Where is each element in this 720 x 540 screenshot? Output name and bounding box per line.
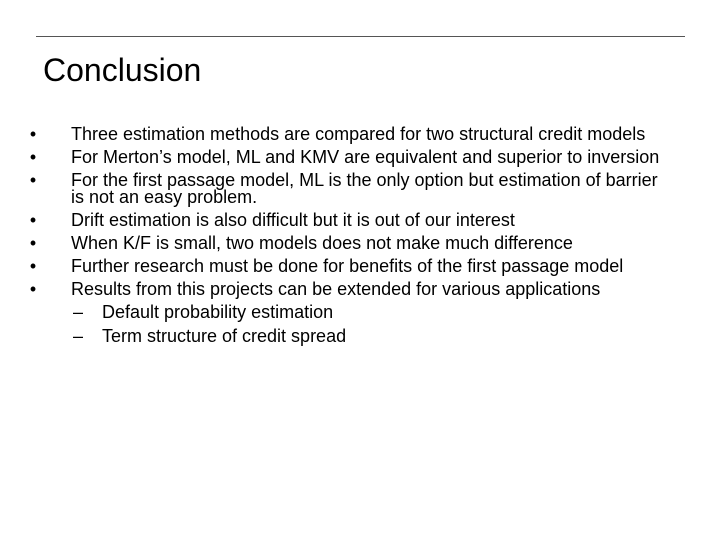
bullet-text: Drift estimation is also difficult but it is out of our interest xyxy=(71,210,515,230)
bullet-text: For Merton’s model, ML and KMV are equivalent and superior to inversion xyxy=(71,147,660,167)
list-item xyxy=(27,149,667,166)
list-item xyxy=(27,172,667,206)
slide-title: Conclusion xyxy=(43,52,202,88)
bullet-icon: • xyxy=(29,256,37,276)
sub-bullet-list xyxy=(71,304,667,345)
dash-icon: – xyxy=(73,326,84,346)
dash-icon: – xyxy=(73,302,84,322)
list-item xyxy=(27,281,667,345)
bullet-icon: • xyxy=(29,170,37,190)
bullet-list xyxy=(27,126,667,352)
list-item xyxy=(27,126,667,143)
bullet-text: Three estimation methods are compared for two structural credit models xyxy=(71,124,646,144)
sub-bullet-text: Term structure of credit spread xyxy=(102,326,347,346)
sub-list-item xyxy=(71,304,667,321)
list-item xyxy=(27,258,667,275)
bullet-text: Results from this projects can be extended for various applications xyxy=(71,279,601,299)
sub-list-item xyxy=(71,328,667,345)
bullet-icon: • xyxy=(29,233,37,253)
sub-bullet-text: Default probability estimation xyxy=(102,302,334,322)
list-item xyxy=(27,235,667,252)
bullet-icon: • xyxy=(29,210,37,230)
bullet-icon: • xyxy=(29,147,37,167)
bullet-text: When K/F is small, two models does not make much difference xyxy=(71,233,573,253)
bullet-text: For the first passage model, ML is the only option but estimation of barrier is not an easy problem. xyxy=(71,170,658,207)
bullet-icon: • xyxy=(29,124,37,144)
bullet-text: Further research must be done for benefits of the first passage model xyxy=(71,256,624,276)
list-item xyxy=(27,212,667,229)
bullet-icon: • xyxy=(29,279,37,299)
title-divider xyxy=(36,36,685,37)
